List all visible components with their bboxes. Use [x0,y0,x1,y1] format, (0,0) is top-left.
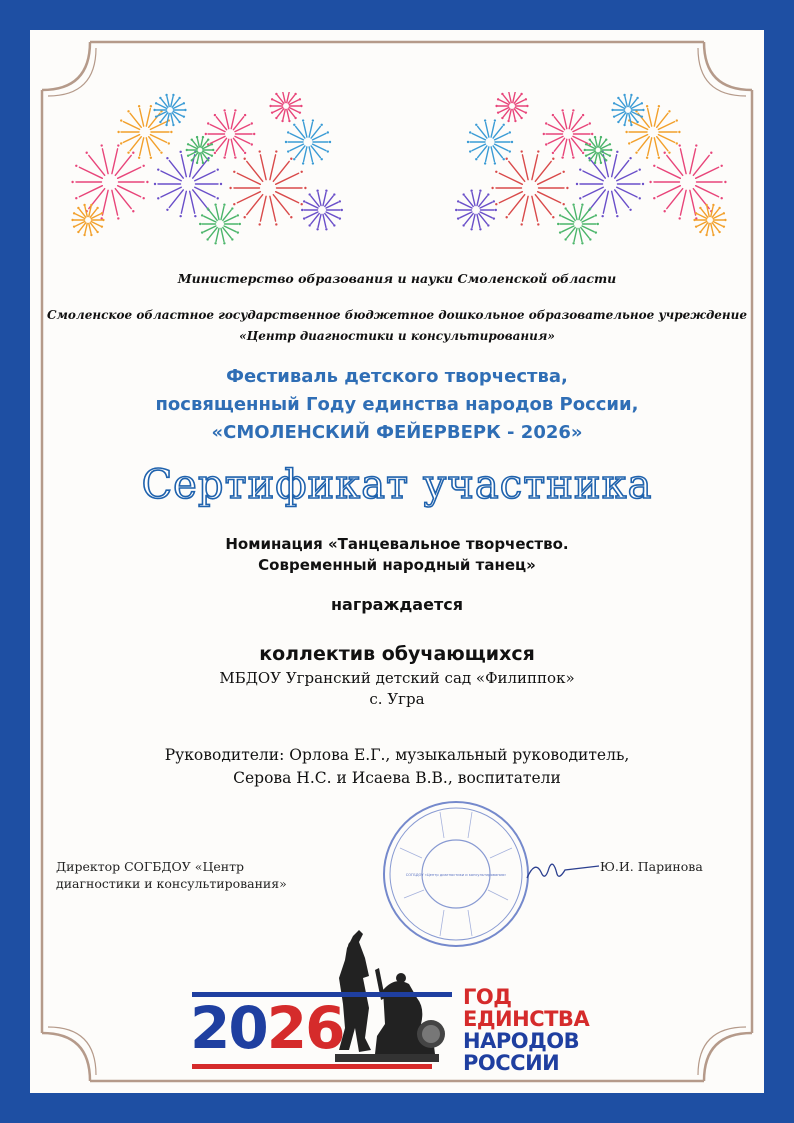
festival-line-1: Фестиваль детского творчества, [226,366,568,387]
director-line-1: Директор СОГБДОУ «Центр [56,859,245,874]
school-line-1: МБДОУ Угранский детский сад «Филиппок» [219,669,575,687]
institution-line-1: Смоленское областное государственное бюджетное дошкольное образовательное учреждение [46,308,748,322]
signature-mark [523,856,603,886]
logo-year-part-1: 20 [190,994,267,1062]
recipient-name: коллектив обучающихся [259,643,535,665]
school-line-2: с. Угра [369,690,425,708]
fireworks-right-illustration [448,92,728,252]
director-name: Ю.И. Паринова [600,859,703,874]
institution-heading [30,305,764,347]
logo-words [463,986,589,1074]
festival-line-3: «СМОЛЕНСКИЙ ФЕЙЕРВЕРК - 2026» [211,422,583,443]
logo-word-4: РОССИИ [463,1051,560,1075]
monument-figures-icon [325,928,455,1068]
festival-title [30,363,764,447]
festival-line-2: посвященный Году единства народов России, [155,394,639,415]
ministry-heading: Министерство образования и науки Смоленской области [177,271,617,286]
logo-word-1: ГОД [463,985,512,1009]
director-line-2: диагностики и консультирования» [56,876,287,891]
logo-year [190,992,343,1064]
nomination-line-1: Номинация «Танцевальное творчество. [225,535,569,553]
leaders-line-1: Руководители: Орлова Е.Г., музыкальный руководитель, [164,746,630,764]
director-title [56,858,356,892]
nomination-line-2: Современный народный танец» [258,556,536,574]
nomination [30,534,764,576]
logo-word-3: НАРОДОВ [463,1029,580,1053]
fireworks-left-illustration [70,92,350,252]
leaders [30,744,764,790]
awarded-label: награждается [331,595,463,614]
logo-year-part-2: 26 [266,994,344,1062]
leaders-line-2: Серова Н.С. и Исаева В.В., воспитатели [233,769,561,787]
stamp-text: СОГБДОУ «Центр диагностики и консультирования» [405,873,507,877]
certificate-title: Сертификат участника [141,462,653,508]
recipient-school [30,668,764,710]
logo-word-2: ЕДИНСТВА [463,1007,590,1031]
logo-stripe-red [192,1064,432,1069]
institution-line-2: «Центр диагностики и консультирования» [239,329,555,343]
certificate-sheet [30,30,764,1093]
